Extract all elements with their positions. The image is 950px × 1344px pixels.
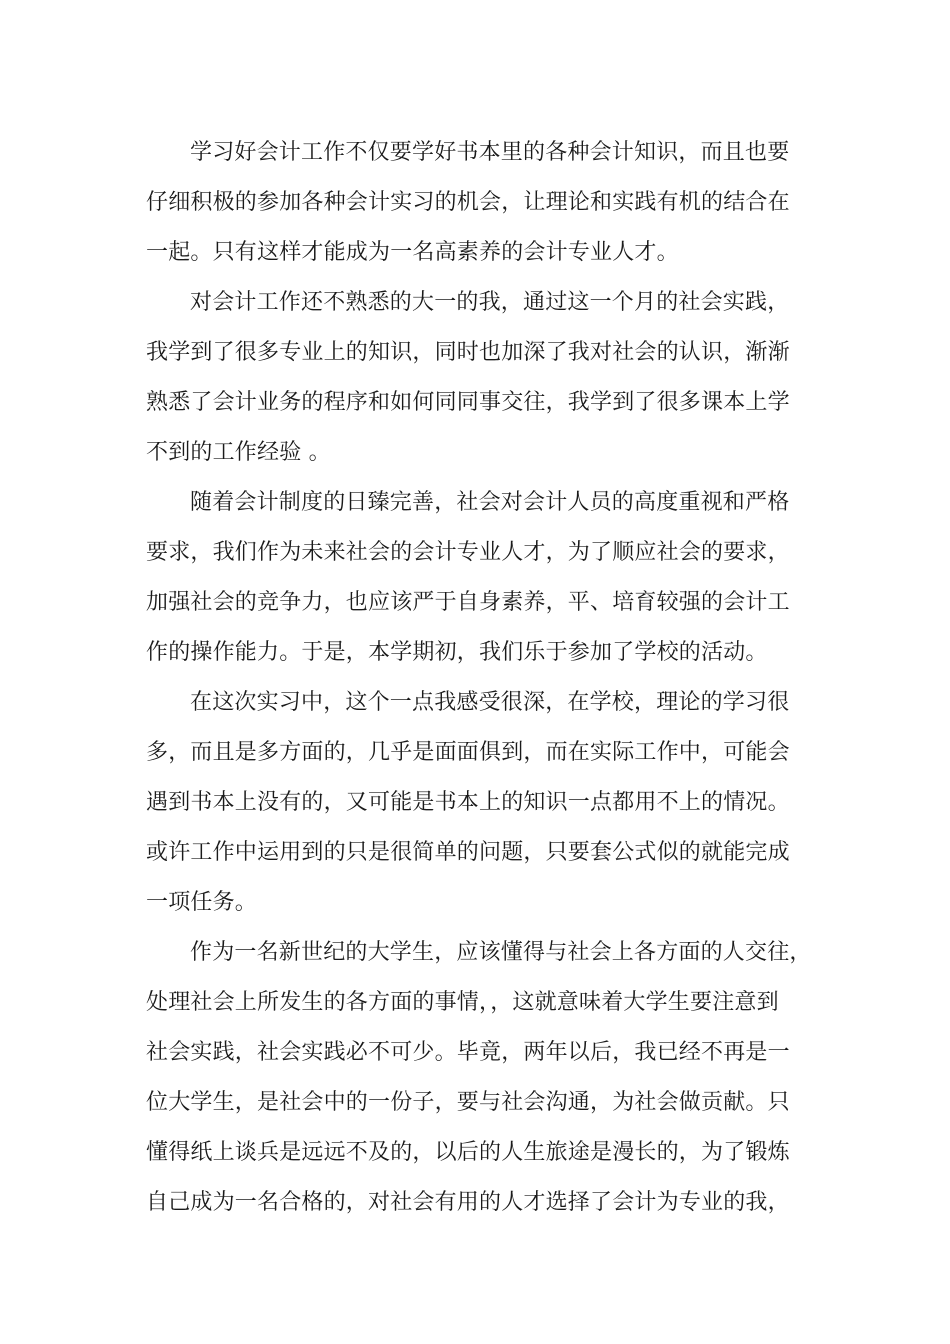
text-line: 学习好会计工作不仅要学好书本里的各种会计知识，而且也要: [190, 140, 790, 165]
text-line: 自己成为一名合格的，对社会有用的人才选择了会计为专业的我，: [146, 1190, 790, 1215]
text-line: 社会实践，社会实践必不可少。毕竟，两年以后，我已经不再是一: [146, 1040, 790, 1065]
paragraph-2: [146, 278, 826, 478]
paragraph-5: [146, 928, 826, 1228]
text-line: 懂得纸上谈兵是远远不及的，以后的人生旅途是漫长的，为了锻炼: [146, 1140, 790, 1165]
text-line: 多，而且是多方面的，几乎是面面俱到，而在实际工作中，可能会: [146, 740, 790, 765]
text-line: 在这次实习中，这个一点我感受很深，在学校，理论的学习很: [190, 690, 790, 715]
text-line: 处理社会上所发生的各方面的事情，，这就意味着大学生要注意到: [146, 990, 779, 1015]
text-line: 遇到书本上没有的，又可能是书本上的知识一点都用不上的情况。: [146, 790, 790, 815]
text-line: 或许工作中运用到的只是很简单的问题，只要套公式似的就能完成: [146, 840, 790, 865]
text-line: 随着会计制度的日臻完善，社会对会计人员的高度重视和严格: [190, 490, 790, 515]
text-line: 熟悉了会计业务的程序和如何同同事交往，我学到了很多课本上学: [146, 390, 790, 415]
paragraph-3: [146, 478, 826, 678]
text-line: 仔细积极的参加各种会计实习的机会，让理论和实践有机的结合在: [146, 190, 790, 215]
text-line: 一起。只有这样才能成为一名高素养的会计专业人才。: [146, 240, 679, 265]
text-line: 位大学生，是社会中的一份子，要与社会沟通，为社会做贡献。只: [146, 1090, 790, 1115]
text-line: 我学到了很多专业上的知识，同时也加深了我对社会的认识，渐渐: [146, 340, 790, 365]
document-body: [146, 128, 826, 1228]
text-line: 作的操作能力。于是，本学期初，我们乐于参加了学校的活动。: [146, 640, 768, 665]
text-line: 作为一名新世纪的大学生，应该懂得与社会上各方面的人交往，: [190, 940, 812, 965]
text-line: 不到的工作经验 。: [146, 440, 331, 465]
text-line: 一项任务。: [146, 890, 258, 915]
text-line: 对会计工作还不熟悉的大一的我，通过这一个月的社会实践，: [190, 290, 790, 315]
text-line: 要求，我们作为未来社会的会计专业人才，为了顺应社会的要求，: [146, 540, 790, 565]
text-line: 加强社会的竞争力，也应该严于自身素养，平、培育较强的会计工: [146, 590, 790, 615]
paragraph-1: [146, 128, 826, 278]
paragraph-4: [146, 678, 826, 928]
